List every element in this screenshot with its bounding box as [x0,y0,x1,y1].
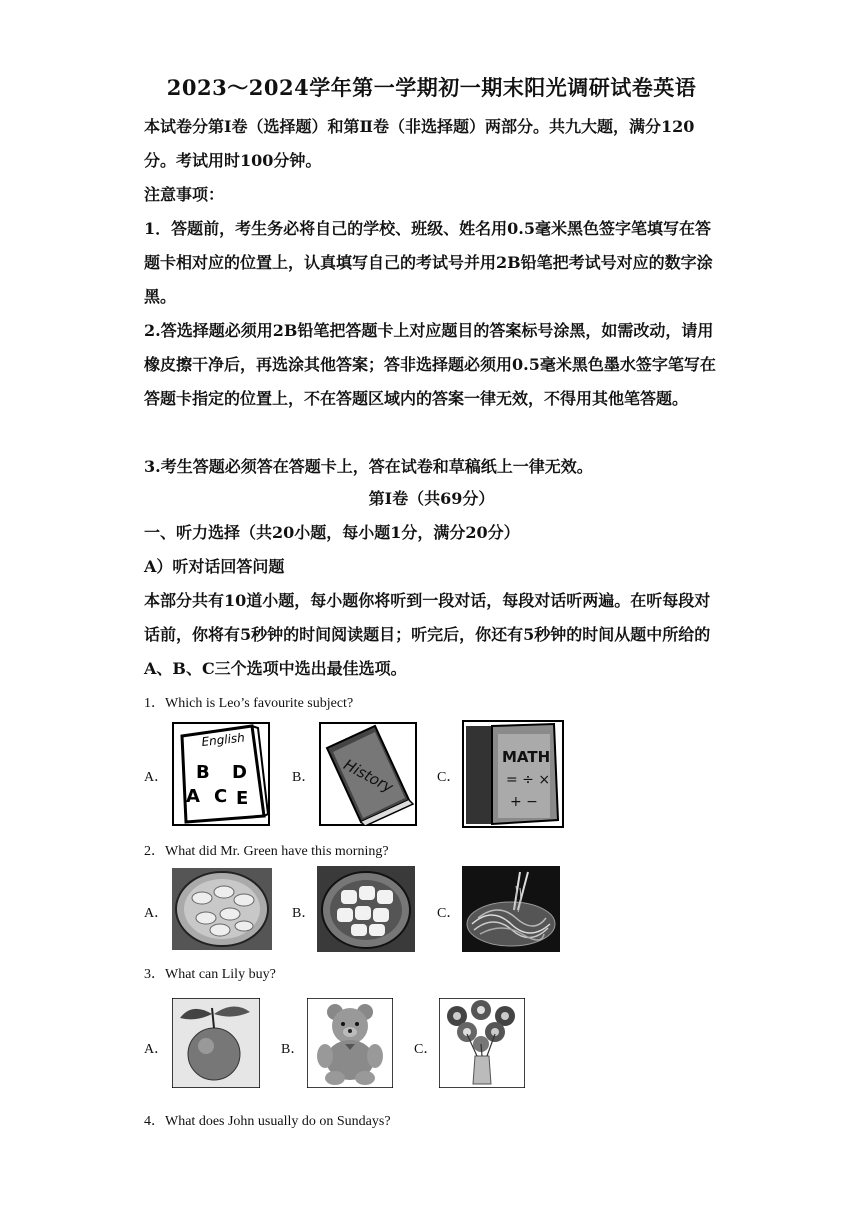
q2-option-a-label: A． [144,906,169,921]
question-3: 3．What can Lily buy? [144,967,276,982]
notice-heading: 注意事项： [144,185,225,204]
q3-option-c-label: C． [414,1042,438,1057]
math-book-picture [462,720,564,828]
svg-text:A: A [186,786,200,807]
notice-item-1: 1．答题前，考生务必将自己的学校、班级、姓名用0.5毫米黑色签字笔填写在答题卡相对应的位置上，认真填写自己的考试号并用2B铅笔把考试号对应的数字涂黑。 [144,219,713,306]
history-book-picture [319,722,417,826]
q2-option-c-label: C． [437,906,461,921]
svg-text:B: B [196,762,210,783]
svg-text:English: English [200,730,246,749]
exam-intro: 本试卷分第Ⅰ卷（选择题）和第Ⅱ卷（非选择题）两部分。共九大题，满分120分。考试用时100分钟。 [144,117,695,170]
exam-title: 2023～2024学年第一学期初一期末阳光调研试卷英语 [166,75,697,100]
q1-option-b-label: B． [292,770,316,785]
section1-heading: 一、听力选择（共20小题，每小题1分，满分20分） [144,523,520,542]
q1-option-a-label: A． [144,770,169,785]
q2-option-b-label: B． [292,906,316,921]
svg-text:History: History [340,755,397,797]
svg-text:+ −: + − [510,794,538,810]
part1-heading: 第Ⅰ卷（共69分） [368,489,495,508]
question-2: 2．What did Mr. Green have this morning? [144,844,389,859]
steamed-buns-picture [317,866,415,952]
q3-option-a-label: A． [144,1042,169,1057]
sectionA-heading: A）听对话回答问题 [144,557,285,576]
svg-text:D: D [232,762,247,783]
notice-item-3: 3.考生答题必须答在答题卡上，答在试卷和草稿纸上一律无效。 [144,457,593,476]
teddy-bear-picture [307,998,393,1088]
svg-text:E: E [236,788,249,809]
question-1: 1．Which is Leo’s favourite subject? [144,696,354,711]
flowers-picture [439,998,525,1088]
sectionA-instructions: 本部分共有10道小题，每小题你将听到一段对话，每段对话听两遍。在听每段对话前，你将有5秒钟的时间阅读题目；听完后，你还有5秒钟的时间从题中所给的A、B、C三个选项中选出最佳选项。 [144,591,711,678]
notice-item-2: 2.答选择题必须用2B铅笔把答题卡上对应题目的答案标号涂黑，如需改动，请用橡皮擦干净后，再选涂其他答案；答非选择题必须用0.5毫米黑色墨水签字笔写在答题卡指定的位置上，不在答题区域内的答案一律无效，不得用其他笔答题。 [144,321,716,408]
svg-text:= ÷ ×: = ÷ × [506,772,551,788]
question-4: 4．What does John usually do on Sundays? [144,1114,391,1129]
svg-text:MATH: MATH [502,748,551,766]
noodles-picture [462,866,560,952]
q3-option-b-label: B． [281,1042,305,1057]
dumplings-picture [172,868,272,950]
q1-option-c-label: C． [437,770,461,785]
svg-text:C: C [214,786,228,807]
orange-picture [172,998,260,1088]
english-book-picture [172,722,270,826]
